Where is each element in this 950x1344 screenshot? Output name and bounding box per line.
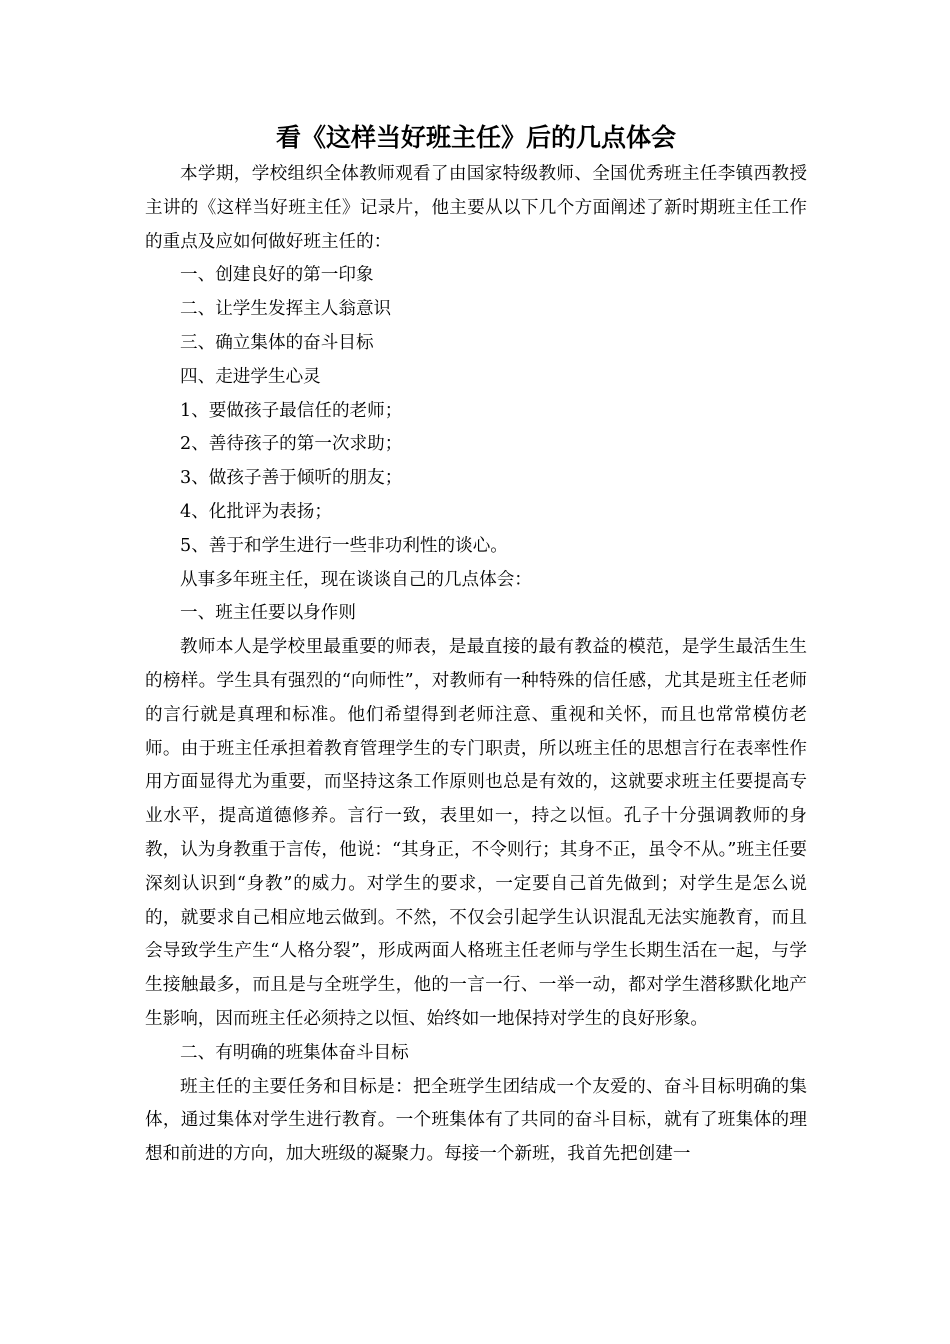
paragraph-intro: 本学期，学校组织全体教师观看了由国家特级教师、全国优秀班主任李镇西教授主讲的《这样当好班主任》记录片，他主要从以下几个方面阐述了新时期班主任工作的重点及应如何做好班主任的： — [145, 164, 807, 252]
list-item: 2、善待孩子的第一次求助； — [180, 434, 403, 455]
paragraph-body: 班主任的主要任务和目标是：把全班学生团结成一个友爱的、奋斗目标明确的集体，通过集体对学生进行教育。一个班集体有了共同的奋斗目标，就有了班集体的理想和前进的方向，加大班级的凝聚力。每接一个新班，我首先把创建一 — [145, 1076, 807, 1165]
list-item: 3、做孩子善于倾听的朋友； — [180, 468, 403, 489]
paragraph-transition: 从事多年班主任，现在谈谈自己的几点体会： — [180, 569, 532, 590]
list-item: 一、创建良好的第一印象 — [180, 265, 374, 286]
document-title: 看《这样当好班主任》后的几点体会 — [275, 123, 676, 152]
section-heading: 二、有明确的班集体奋斗目标 — [180, 1042, 409, 1063]
list-item: 4、化批评为表扬； — [180, 501, 332, 522]
list-item: 二、让学生发挥主人翁意识 — [180, 299, 392, 320]
list-item: 三、确立集体的奋斗目标 — [180, 332, 374, 353]
list-item: 四、走进学生心灵 — [180, 366, 321, 387]
section-heading: 一、班主任要以身作则 — [180, 603, 356, 624]
paragraph-body: 教师本人是学校里最重要的师表，是最直接的最有教益的模范，是学生最活生生的榜样。学生具有强烈的“向师性”，对教师有一种特殊的信任感，尤其是班主任老师的言行就是真理和标准。他们希望得到老师注意、重视和关怀，而且也常常模仿老师。由于班主任承担着教育管理学生的专门职责，所以班主任的思想言行在表率性作用方面显得尤为重要，而坚持这条工作原则也总是有效的，这就要求班主任要提高专业水平，提高道德修养。言行一致，表里如一，持之以恒。孔子十分强调教师的身教，认为身教重于言传，他说：“其身正，不令则行；其身不正，虽令不从。”班主任要深刻认识到“身教”的威力。对学生的要求，一定要自己首先做到；对学生是怎么说的，就要求自己相应地云做到。不然，不仅会引起学生认识混乱无法实施教育，而且会导致学生产生“人格分裂”，形成两面人格班主任老师与学生长期生活在一起，与学生接触最多，而且是与全班学生，他的一言一行、一举一动，都对学生潜移默化地产生影响，因而班主任必须持之以恒、始终如一地保持对学生的良好形象。 — [145, 637, 807, 1029]
list-item: 5、善于和学生进行一些非功利性的谈心。 — [180, 535, 508, 556]
list-item: 1、要做孩子最信任的老师； — [180, 400, 403, 421]
document-page — [145, 118, 807, 1172]
